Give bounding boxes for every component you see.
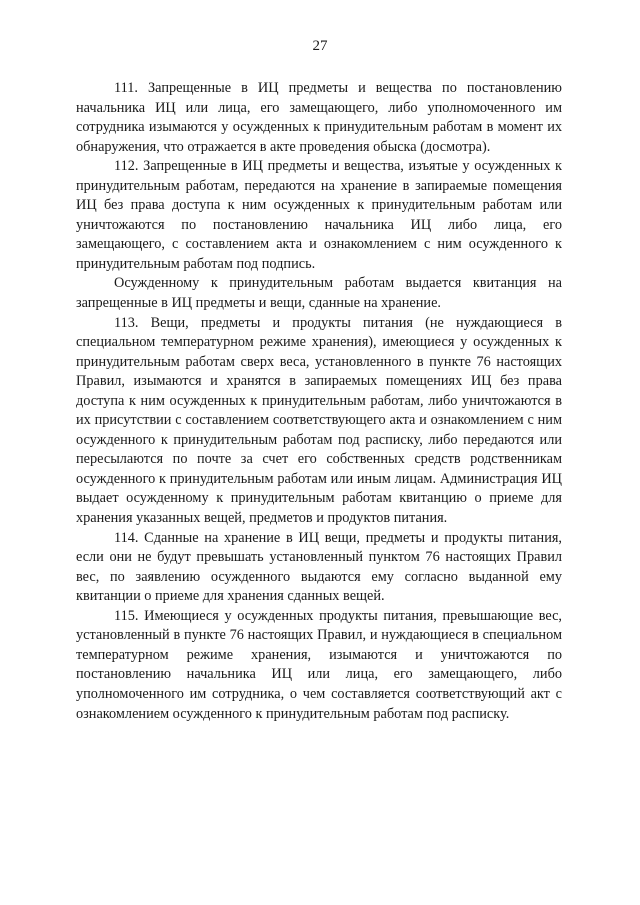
paragraph-114: 114. Сданные на хранение в ИЦ вещи, предметы и продукты питания, если они не будут превышать установленный пунктом 76 настоящих Правил вес, по заявлению осужденного выдаются ему согласно выданной ему квитанции о приеме для хранения сданных вещей. (76, 529, 562, 605)
page-number: 27 (312, 38, 328, 54)
paragraph-112-receipt: Осужденному к принудительным работам выдается квитанция на запрещенные в ИЦ предметы и вещи, сданные на хранение. (76, 275, 562, 312)
paragraph-115: 115. Имеющиеся у осужденных продукты питания, превышающие вес, установленный в пункте 76 настоящих Правил, и нуждающиеся в специальном температурном режиме хранения, изымаются и уничтожаются по постановлению начальника ИЦ или лица, его замещающего, либо уполномоченного им сотрудника, о чем составляется соответствующий акт с ознакомлением осужденного к принудительным работам под расписку. (76, 607, 562, 722)
paragraph-112: 112. Запрещенные в ИЦ предметы и вещества, изъятые у осужденных к принудительным работам, передаются на хранение в запираемые помещения ИЦ без права доступа к ним осужденных к принудительным работам или уничтожаются по постановлению начальника ИЦ либо лица, его замещающего, с составлением акта и ознакомлением с ним осужденного к принудительным работам под подпись. (76, 158, 562, 272)
paragraph-113: 113. Вещи, предметы и продукты питания (не нуждающиеся в специальном температурном режиме хранения), имеющиеся у осужденных к принудительным работам сверх веса, установленного в пункте 76 настоящих Правил, изымаются и хранятся в запираемых помещениях ИЦ без права доступа к ним осужденных к принудительным работам, либо уничтожаются в их присутствии с составлением соответствующего акта и ознакомлением с ним осужденного к принудительным работам под расписку, либо передаются или пересылаются по почте за счет его собственных средств родственникам осужденного к принудительным работам или иным лицам. Администрация ИЦ выдает осужденному к принудительным работам квитанцию о приеме для хранения указанных вещей, предметов и продуктов питания. (76, 314, 562, 527)
document-body (76, 79, 562, 724)
paragraph-111: 111. Запрещенные в ИЦ предметы и вещества по постановлению начальника ИЦ или лица, его замещающего, либо уполномоченного им сотрудника изымаются у осужденных к принудительным работам в момент их обнаружения, что отражается в акте проведения обыска (досмотра). (76, 80, 562, 155)
